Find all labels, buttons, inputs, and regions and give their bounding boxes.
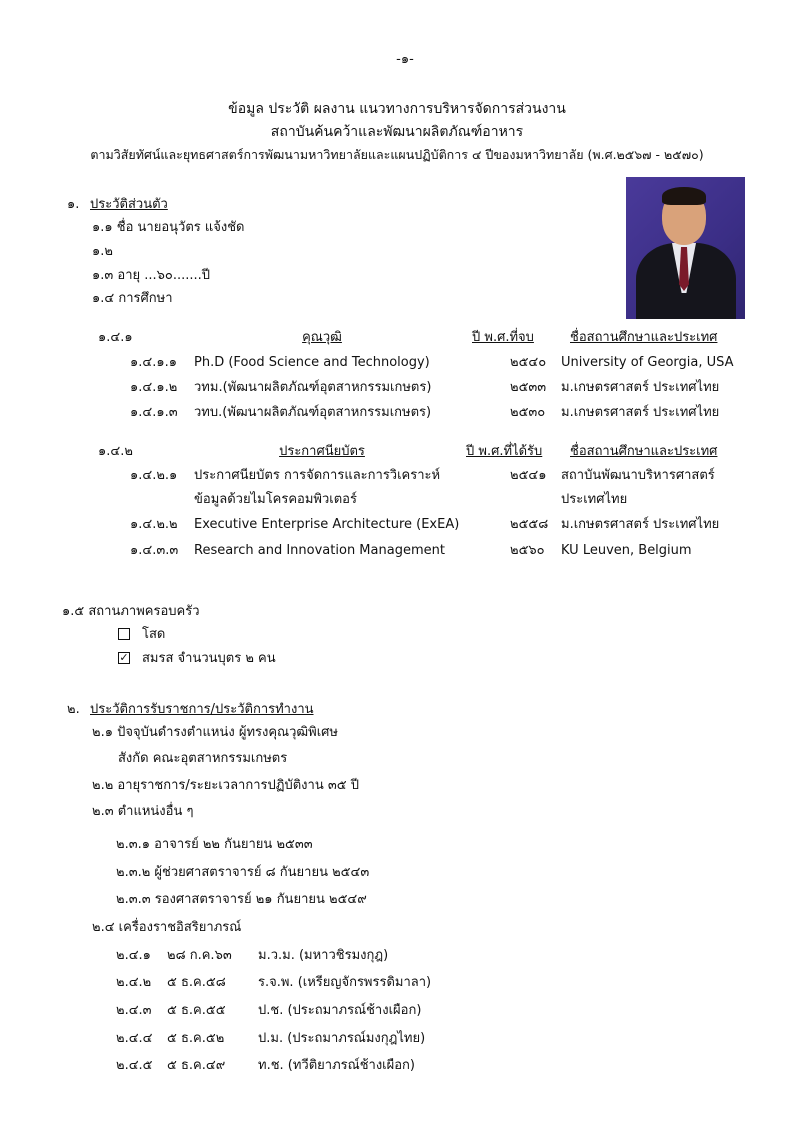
- decoration-number: ๒.๔.๒: [116, 975, 152, 990]
- row-number: ๑.๔.๒.๒: [130, 517, 178, 532]
- decoration-name: ท.ช. (ทวีติยาภรณ์ช้างเผือก): [258, 1058, 415, 1073]
- row-title: ประกาศนียบัตร การจัดการและการวิเคราะห์: [194, 468, 441, 483]
- decoration-number: ๒.๔.๓: [116, 1003, 152, 1018]
- row-year: ๒๕๕๘: [510, 517, 549, 532]
- decoration-name: ม.ว.ม. (มหาวชิรมงกุฎ): [258, 948, 389, 963]
- row-title: Ph.D (Food Science and Technology): [194, 355, 430, 370]
- title-line2: สถาบันค้นคว้าและพัฒนาผลิตภัณฑ์อาหาร: [270, 124, 524, 140]
- name: ๑.๑ ชื่อ นายอนุวัตร แจ้งชัด: [92, 220, 245, 235]
- other-positions-label: ๒.๓ ตำแหน่งอื่น ๆ: [92, 804, 194, 819]
- row-year: ๒๕๓๓: [510, 380, 547, 395]
- decoration-date: ๕ ธ.ค.๔๙: [167, 1058, 226, 1073]
- row-title: วทบ.(พัฒนาผลิตภัณฑ์อุตสาหกรรมเกษตร): [194, 405, 432, 420]
- section1-number: ๑.: [67, 197, 80, 212]
- section2-number: ๒.: [67, 702, 80, 717]
- age: ๑.๓ อายุ ...๖๐.......ปี: [92, 268, 211, 283]
- decoration-number: ๒.๔.๕: [116, 1058, 153, 1073]
- decoration-name: ป.ม. (ประถมาภรณ์มงกุฎไทย): [258, 1031, 426, 1046]
- row-number: ๑.๔.๑.๓: [130, 405, 178, 420]
- row-year: ๒๕๓๐: [510, 405, 546, 420]
- current-position: ๒.๑ ปัจจุบันดำรงตำแหน่ง ผู้ทรงคุณวุฒิพิเศษ: [92, 725, 338, 740]
- decoration-date: ๒๘ ก.ค.๖๓: [167, 948, 232, 963]
- row-institution: ม.เกษตรศาสตร์ ประเทศไทย: [561, 405, 720, 420]
- row-number: ๑.๔.๓.๓: [130, 543, 179, 558]
- married-label: สมรส จำนวนบุตร ๒ คน: [142, 651, 276, 666]
- row-institution: KU Leuven, Belgium: [561, 543, 692, 558]
- single-checkbox[interactable]: [118, 628, 130, 640]
- row-number: ๑.๔.๒.๑: [130, 468, 178, 483]
- married-checkbox[interactable]: ✓: [119, 651, 129, 664]
- decoration-number: ๒.๔.๑: [116, 948, 151, 963]
- row-number: ๑.๔.๑.๑: [130, 355, 177, 370]
- decoration-date: ๕ ธ.ค.๕๒: [167, 1031, 225, 1046]
- row-year: ๒๕๔๑: [510, 468, 547, 483]
- list-item: ๒.๓.๓ รองศาสตราจารย์ ๒๑ กันยายน ๒๕๔๙: [116, 892, 367, 907]
- row-year: ๒๕๖๐: [510, 543, 545, 558]
- col-institution: ชื่อสถานศึกษาและประเทศ: [570, 330, 718, 345]
- row-title-cont: ข้อมูลด้วยไมโครคอมพิวเตอร์: [194, 492, 357, 507]
- title-line3: ตามวิสัยทัศน์และยุทธศาสตร์การพัฒนามหาวิทยาลัยและแผนปฏิบัติการ ๔ ปีของมหาวิทยาลัย (พ.ศ.๒๕๖๗ - ๒๕๗๐): [90, 147, 704, 162]
- row-institution: สถาบันพัฒนาบริหารศาสตร์: [561, 468, 715, 483]
- row-institution: University of Georgia, USA: [561, 355, 734, 370]
- col-certificate: ประกาศนียบัตร: [279, 444, 365, 459]
- decoration-number: ๒.๔.๔: [116, 1031, 153, 1046]
- row-title: Executive Enterprise Architecture (ExEA): [194, 517, 460, 532]
- service-length: ๒.๒ อายุราชการ/ระยะเวลาการปฏิบัติงาน ๓๕ ปี: [92, 778, 359, 793]
- decoration-date: ๕ ธ.ค.๕๘: [167, 975, 226, 990]
- decoration-name: ป.ช. (ประถมาภรณ์ช้างเผือก): [258, 1003, 422, 1018]
- family-status-label: ๑.๕ สถานภาพครอบครัว: [62, 604, 200, 619]
- row-title: วทม.(พัฒนาผลิตภัณฑ์อุตสาหกรรมเกษตร): [194, 380, 432, 395]
- row-number: ๑.๔.๑.๒: [130, 380, 178, 395]
- row-institution: ม.เกษตรศาสตร์ ประเทศไทย: [561, 380, 720, 395]
- decorations-label: ๒.๔ เครื่องราชอิสริยาภรณ์: [92, 920, 242, 935]
- decoration-date: ๕ ธ.ค.๕๕: [167, 1003, 226, 1018]
- row-institution-cont: ประเทศไทย: [561, 492, 628, 507]
- row-year: ๒๕๔๐: [510, 355, 547, 370]
- item-1-2: ๑.๒: [92, 244, 113, 259]
- affiliation: สังกัด คณะอุตสาหกรรมเกษตร: [118, 751, 288, 766]
- col-degree: คุณวุฒิ: [302, 330, 342, 345]
- row-title: Research and Innovation Management: [194, 543, 445, 558]
- page-number: -๑-: [396, 52, 414, 67]
- col-year: ปี พ.ศ.ที่ได้รับ: [466, 444, 543, 459]
- col-year: ปี พ.ศ.ที่จบ: [472, 330, 534, 345]
- list-item: ๒.๓.๑ อาจารย์ ๒๒ กันยายน ๒๕๓๓: [116, 837, 313, 852]
- title-line1: ข้อมูล ประวัติ ผลงาน แนวทางการบริหารจัดการส่วนงาน: [228, 101, 566, 117]
- col-institution: ชื่อสถานศึกษาและประเทศ: [570, 444, 718, 459]
- degrees-number: ๑.๔.๑: [98, 330, 133, 345]
- certificates-number: ๑.๔.๒: [98, 444, 133, 459]
- single-label: โสด: [142, 627, 166, 642]
- section1-heading: ประวัติส่วนตัว: [90, 197, 168, 212]
- decoration-name: ร.จ.พ. (เหรียญจักรพรรดิมาลา): [258, 975, 432, 990]
- list-item: ๒.๓.๒ ผู้ช่วยศาสตราจารย์ ๘ กันยายน ๒๕๔๓: [116, 865, 370, 880]
- row-institution: ม.เกษตรศาสตร์ ประเทศไทย: [561, 517, 720, 532]
- profile-photo: [626, 177, 745, 319]
- section2-heading: ประวัติการรับราชการ/ประวัติการทำงาน: [90, 702, 314, 717]
- education-label: ๑.๔ การศึกษา: [92, 291, 173, 306]
